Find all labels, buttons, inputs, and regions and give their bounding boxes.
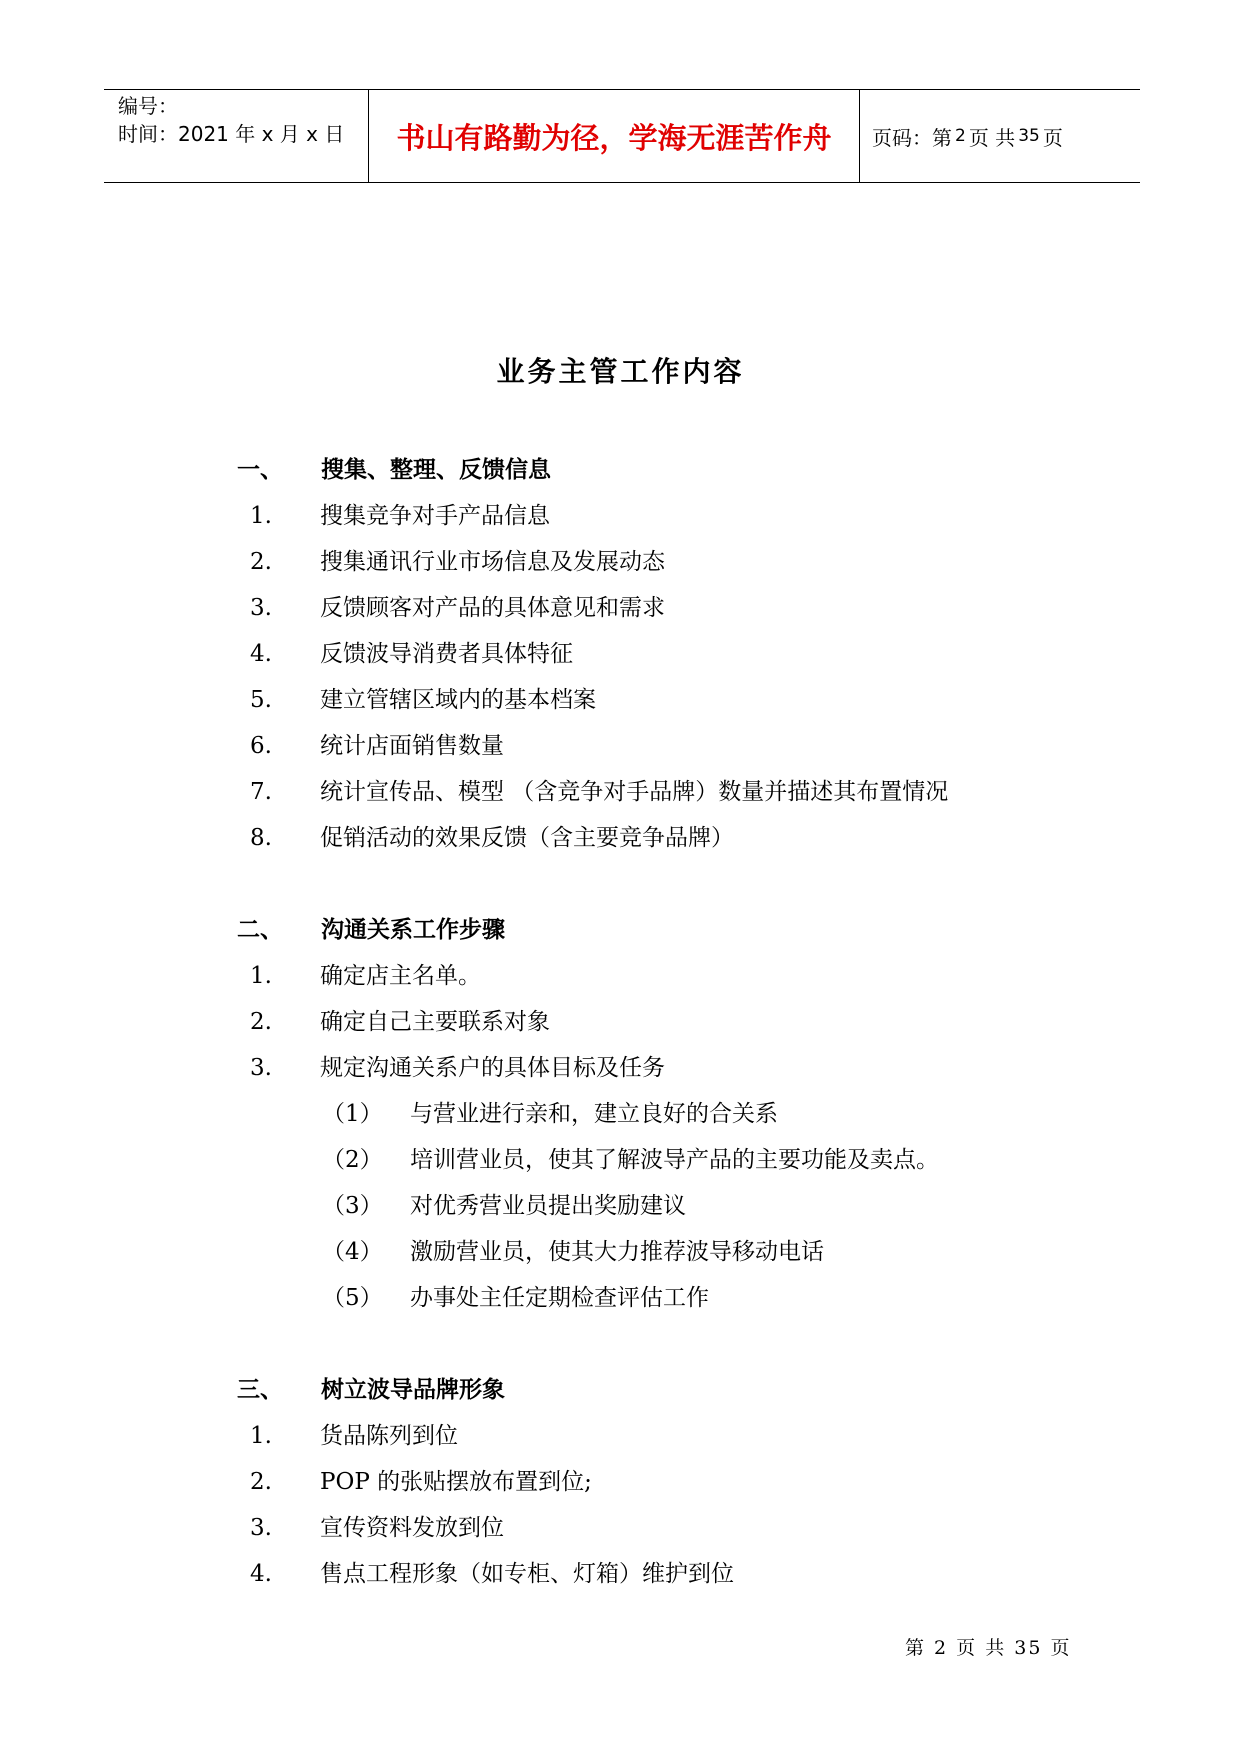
list-item: 3. 宣传资料发放到位 (250, 1515, 504, 1541)
list-item: 4. 反馈波导消费者具体特征 (250, 641, 573, 667)
header-page-suffix: 页 (1042, 125, 1063, 150)
header-page-number: 2 (955, 126, 966, 146)
list-item: 7. 统计宣传品、模型 （含竞争对手品牌）数量并描述其布置情况 (250, 779, 949, 805)
page-header (104, 89, 1140, 183)
section-3-number: 三、 (237, 1377, 283, 1403)
section-2-number: 二、 (237, 917, 283, 943)
list-item: 1. 确定店主名单。 (250, 963, 481, 989)
list-item: 4. 售点工程形象（如专柜、灯箱）维护到位 (250, 1561, 734, 1587)
section-3-heading (237, 1371, 505, 1404)
header-page-total: 35 (1018, 126, 1040, 146)
list-item: 2. POP 的张贴摆放布置到位; (250, 1469, 592, 1495)
list-item: 5. 建立管辖区域内的基本档案 (250, 687, 596, 713)
section-2-heading (237, 911, 505, 944)
section-2-title: 沟通关系工作步骤 (321, 917, 505, 943)
list-item: 8. 促销活动的效果反馈（含主要竞争品牌） (250, 825, 734, 851)
header-page-prefix: 页码：第 (872, 125, 952, 150)
list-item: 2. 确定自己主要联系对象 (250, 1009, 550, 1035)
header-motto: 书山有路勤为径，学海无涯苦作舟 (369, 90, 860, 182)
list-item: 6. 统计店面销售数量 (250, 733, 504, 759)
list-item: 3. 反馈顾客对产品的具体意见和需求 (250, 595, 665, 621)
sub-list-item: （1） 与营业进行亲和，建立良好的合关系 (322, 1101, 778, 1127)
list-item: 1. 货品陈列到位 (250, 1423, 458, 1449)
list-item: 1. 搜集竞争对手产品信息 (250, 503, 550, 529)
header-number-label: 编号： (118, 94, 178, 118)
document-title: 业务主管工作内容 (496, 355, 745, 388)
sub-list-item: （2） 培训营业员，使其了解波导产品的主要功能及卖点。 (322, 1147, 939, 1173)
list-item: 3. 规定沟通关系户的具体目标及任务 (250, 1055, 665, 1081)
sub-list-item: （3） 对优秀营业员提出奖励建议 (322, 1193, 686, 1219)
sub-list-item: （4） 激励营业员，使其大力推荐波导移动电话 (322, 1239, 824, 1265)
header-page-info (860, 90, 1140, 182)
list-item: 2. 搜集通讯行业市场信息及发展动态 (250, 549, 665, 575)
header-time-label: 时间：2021 年 x 月 x 日 (118, 122, 345, 146)
section-1-number: 一、 (237, 457, 283, 483)
section-1-title: 搜集、整理、反馈信息 (321, 457, 551, 483)
section-3-title: 树立波导品牌形象 (321, 1377, 505, 1403)
header-page-mid: 页 共 (968, 125, 1016, 150)
header-meta (104, 90, 369, 182)
section-1-heading (237, 451, 551, 484)
page-footer: 第 2 页 共 35 页 (905, 1637, 1072, 1659)
sub-list-item: （5） 办事处主任定期检查评估工作 (322, 1285, 709, 1311)
